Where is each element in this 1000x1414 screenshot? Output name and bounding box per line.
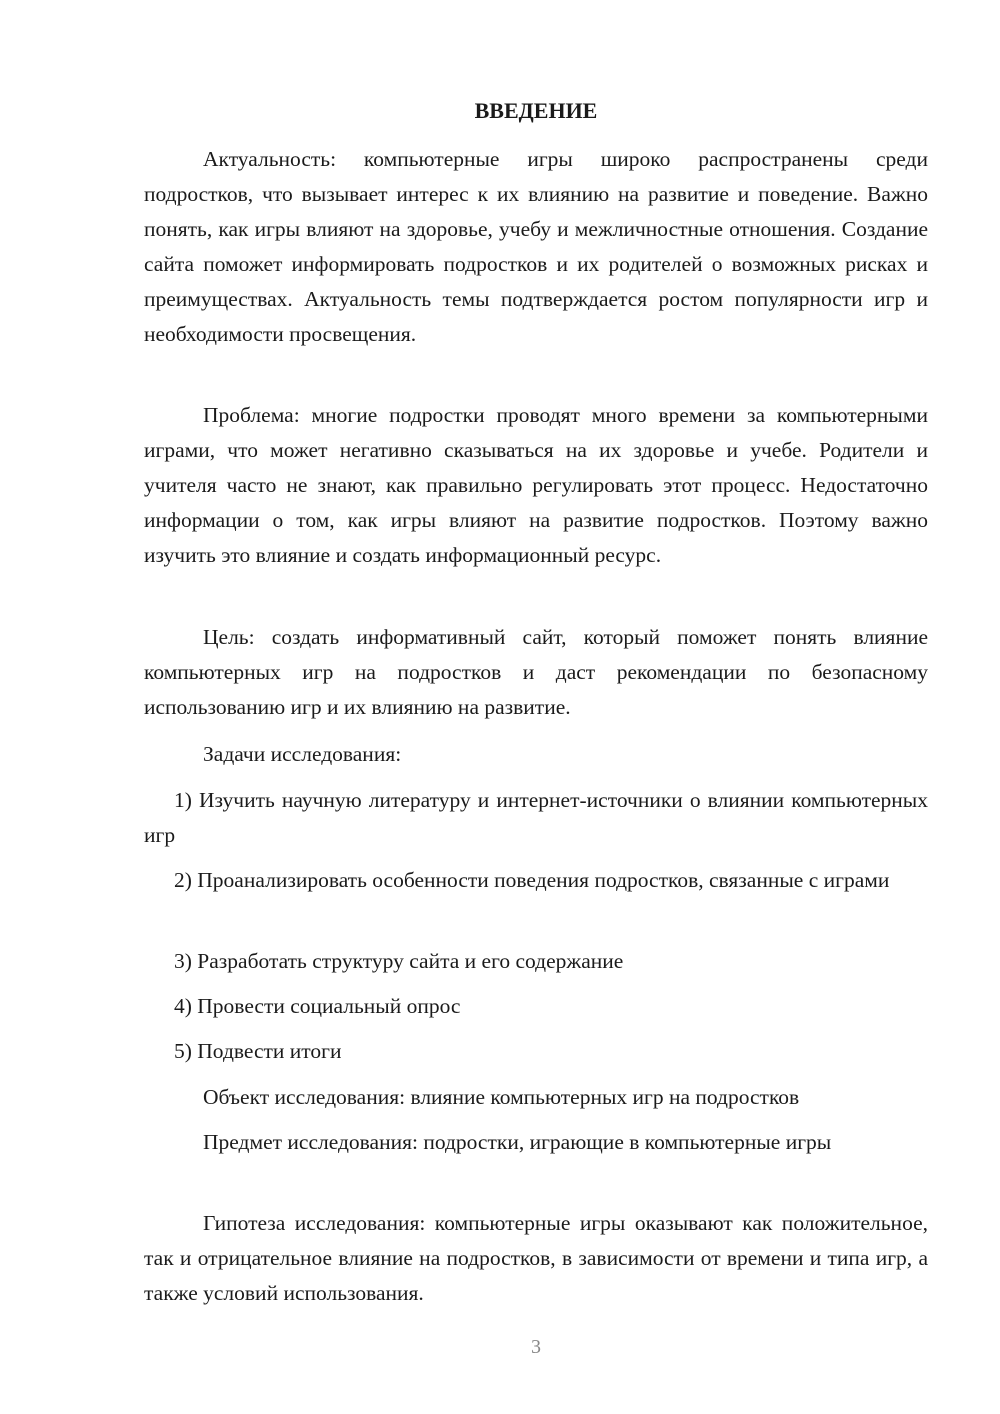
problem-paragraph: Проблема: многие подростки проводят много времени за компьютерными играми, что может негативно сказываться на их здоровье и учебе. Родители и учителя часто не знают, как правильно регулировать этот процесс. Недостаточно информации о том, как игры влияют на развитие подростков. Поэтому важно изучить это влияние и создать информационный ресурс. [144, 403, 928, 567]
section-heading: ВВЕДЕНИЕ [474, 98, 598, 123]
task-item-3: 3) Разработать структуру сайта и его содержание [174, 949, 624, 973]
research-object: Объект исследования: влияние компьютерных игр на подростков [203, 1085, 800, 1109]
tasks-heading: Задачи исследования: [203, 742, 402, 766]
page-number: 3 [531, 1336, 541, 1358]
task-item-4: 4) Провести социальный опрос [174, 994, 461, 1018]
document-page [144, 0, 928, 1414]
research-hypothesis: Гипотеза исследования: компьютерные игры оказывают как положительное, так и отрицательное влияние на подростков, в зависимости от времени и типа игр, а также условий использования. [144, 1211, 928, 1305]
task-item-5: 5) Подвести итоги [174, 1039, 342, 1063]
task-item-2: 2) Проанализировать особенности поведения подростков, связанные с играми [174, 868, 890, 892]
task-item-1: 1) Изучить научную литературу и интернет-источники о влиянии компьютерных игр [144, 788, 928, 847]
goal-paragraph: Цель: создать информативный сайт, который поможет понять влияние компьютерных игр на подростков и даст рекомендации по безопасному использованию игр и их влиянию на развитие. [144, 625, 928, 719]
relevance-paragraph: Актуальность: компьютерные игры широко распространены среди подростков, что вызывает интерес к их влиянию на развитие и поведение. Важно понять, как игры влияют на здоровье, учебу и межличностные отношения. Создание сайта поможет информировать подростков и их родителей о возможных рисках и преимуществах. Актуальность темы подтверждается ростом популярности игр и необходимости просвещения. [144, 147, 928, 346]
research-subject: Предмет исследования: подростки, играющие в компьютерные игры [203, 1130, 832, 1154]
